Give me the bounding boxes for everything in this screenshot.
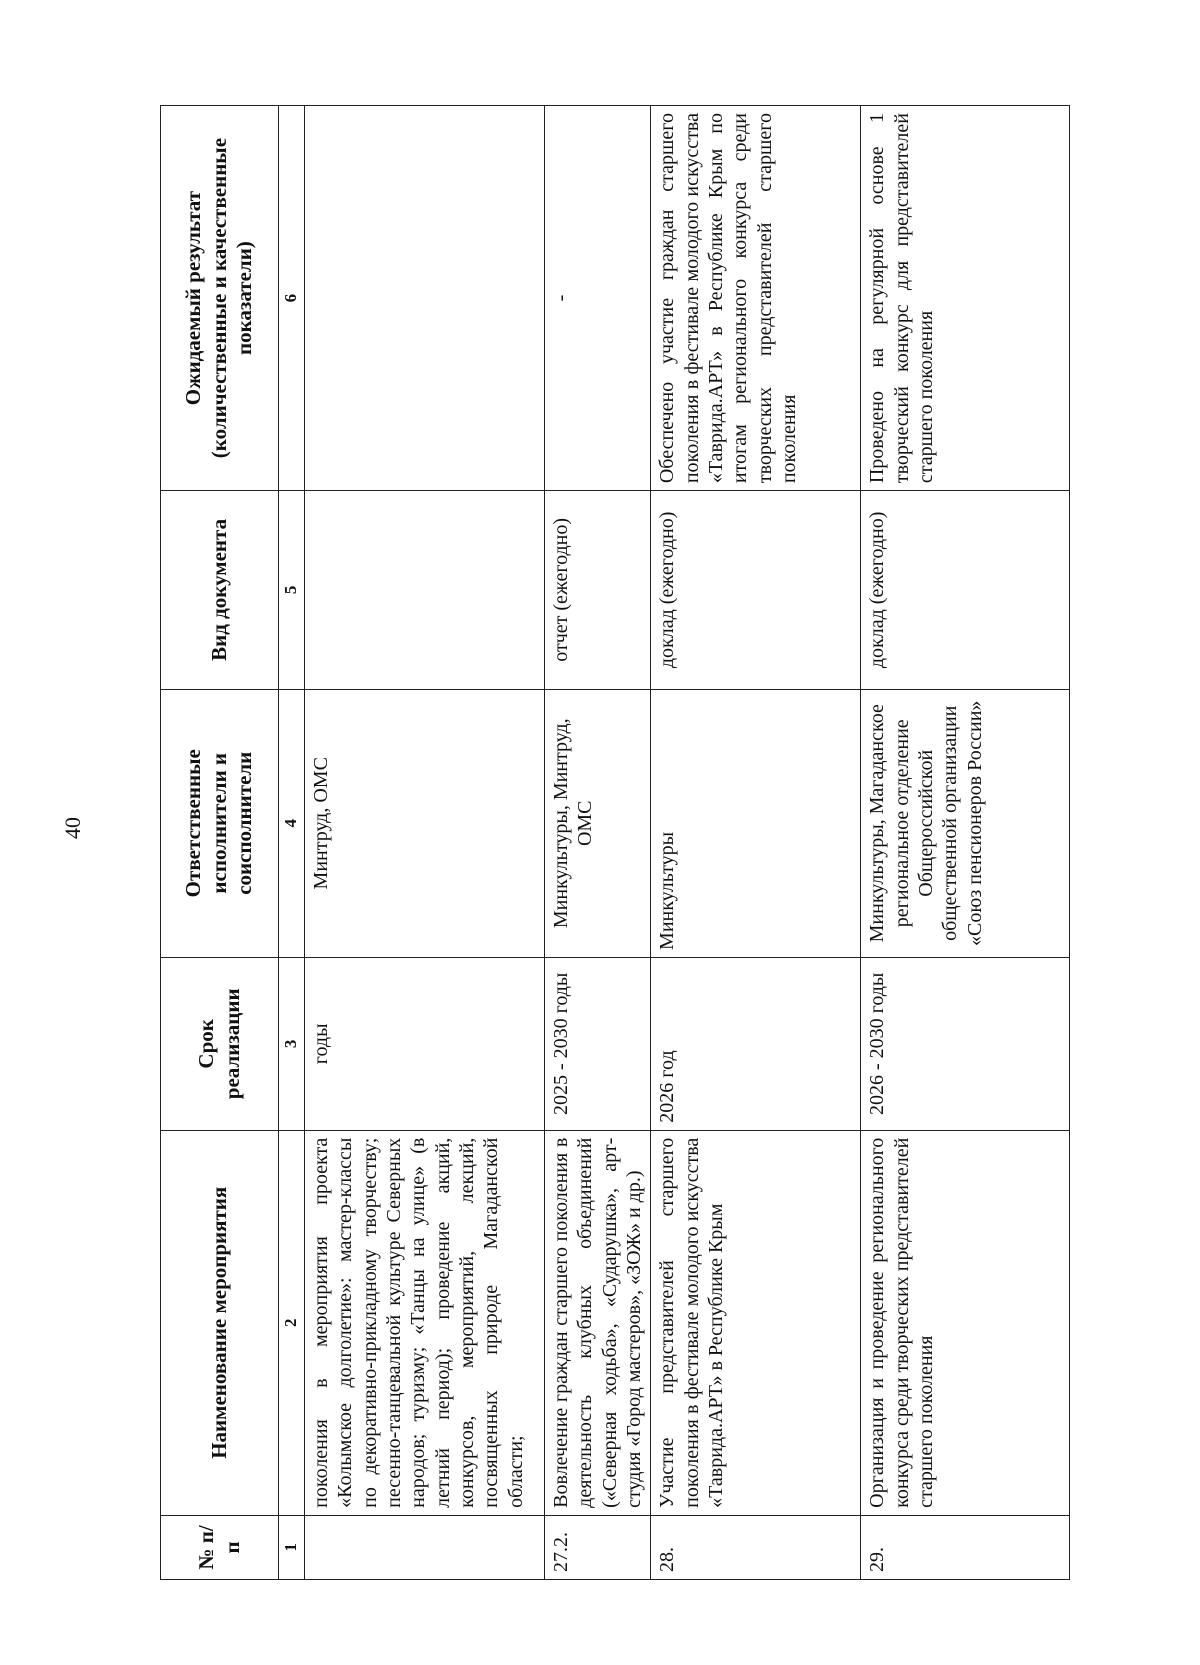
column-number: 3 — [279, 957, 305, 1130]
header-name: Наименование мероприятия — [161, 1130, 279, 1515]
cell-term: годы — [304, 957, 544, 1130]
table-row — [861, 106, 1070, 1580]
cell-doc-type: доклад (ежегодно) — [651, 491, 861, 689]
cell-responsible: Минкультуры, Магаданское региональное отделение Общероссийской общественной организации «Союз пенсионеров России» — [861, 689, 1070, 957]
cell-name: Вовлечение граждан старшего поколения в деятельность клубных объединений («Северная ходьба», «Сударушка», арт-студия «Город мастеров», «ЗОЖ» и др.) — [544, 1130, 651, 1515]
header-term: Срок реализации — [161, 957, 279, 1130]
cell-term: 2025 - 2030 годы — [544, 957, 651, 1130]
cell-responsible: Минкультуры, Минтруд, ОМС — [544, 689, 651, 957]
cell-responsible: Минтруд, ОМС — [304, 689, 544, 957]
cell-name: Участие представителей старшего поколения в фестивале молодого искусства «Таврида.АРТ» в Республике Крым — [651, 1130, 861, 1515]
measures-table — [160, 105, 1070, 1580]
column-numbers-row — [279, 106, 305, 1580]
header-num: № п/п — [161, 1515, 279, 1579]
cell-term: 2026 - 2030 годы — [861, 957, 1070, 1130]
table-row — [651, 106, 861, 1580]
cell-num — [304, 1515, 544, 1579]
column-number: 4 — [279, 689, 305, 957]
cell-result: Обеспечено участие граждан старшего поколения в фестивале молодого искусства «Таврида.АРТ» в Республике Крым по итогам регионального конкурса среди творческих представителей старшего поколения — [651, 106, 861, 491]
cell-doc-type: отчет (ежегодно) — [544, 491, 651, 689]
cell-result: Проведено на регулярной основе 1 творческий конкурс для представителей старшего поколения — [861, 106, 1070, 491]
column-number: 5 — [279, 491, 305, 689]
column-number: 2 — [279, 1130, 305, 1515]
column-number: 6 — [279, 106, 305, 491]
cell-doc-type — [304, 491, 544, 689]
cell-result — [304, 106, 544, 491]
cell-name: поколения в мероприятия проекта «Колымское долголетие»: мастер-классы по декоративно-прикладному творчеству; песенно-танцевальной культуре Северных народов; туризму; «Танцы на улице» (в летний период); проведение акций, конкурсов, мероприятий, лекций, посвященных природе Магаданской области; — [304, 1130, 544, 1515]
cell-term: 2026 год — [651, 957, 861, 1130]
cell-num: 29. — [861, 1515, 1070, 1579]
cell-result: - — [544, 106, 651, 491]
header-doc-type: Вид документа — [161, 491, 279, 689]
cell-num: 28. — [651, 1515, 861, 1579]
table-row — [544, 106, 651, 1580]
page-number: 40 — [60, 817, 85, 839]
rotated-table-container — [160, 105, 1070, 1580]
table-row — [304, 106, 544, 1580]
cell-num: 27.2. — [544, 1515, 651, 1579]
cell-name: Организация и проведение регионального конкурса среди творческих представителей старшего поколения — [861, 1130, 1070, 1515]
cell-responsible: Минкультуры — [651, 689, 861, 957]
header-result: Ожидаемый результат (количественные и качественные показатели) — [161, 106, 279, 491]
header-row — [161, 106, 279, 1580]
column-number: 1 — [279, 1515, 305, 1579]
header-responsible: Ответственные исполнители и соисполнители — [161, 689, 279, 957]
cell-doc-type: доклад (ежегодно) — [861, 491, 1070, 689]
